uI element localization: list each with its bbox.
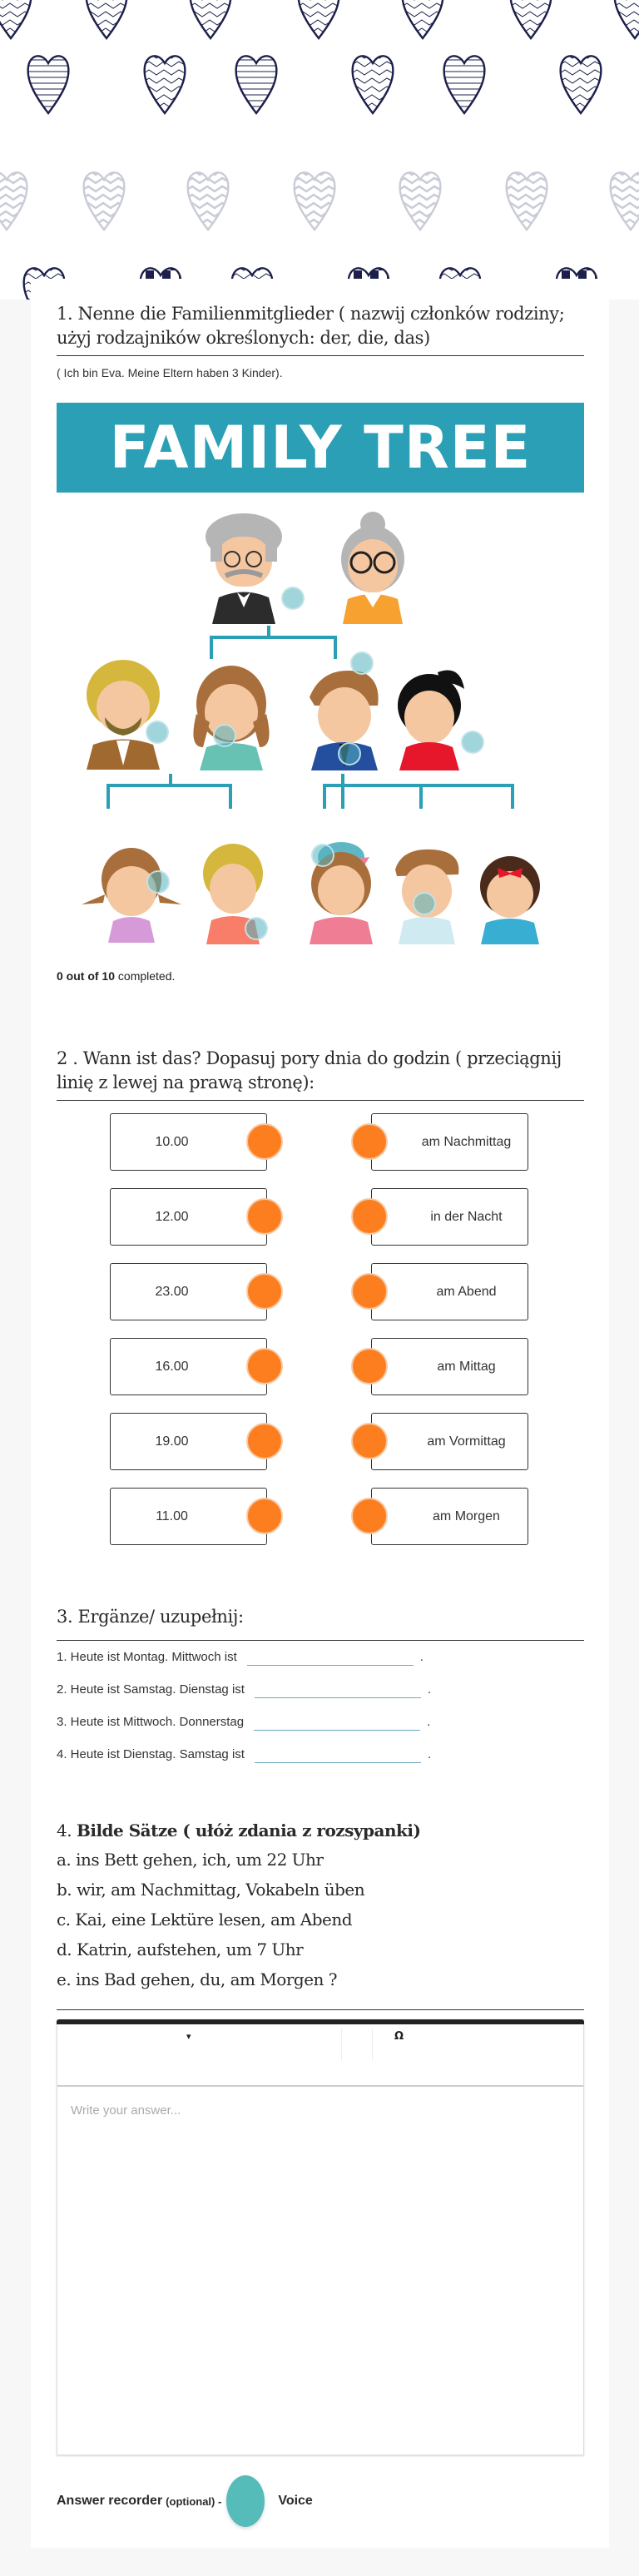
match-left-connector[interactable] [246, 1273, 283, 1310]
match-left-item[interactable] [110, 1188, 267, 1246]
answer-editor [57, 2019, 584, 2455]
match-right-label: in der Nacht [430, 1209, 503, 1224]
heart-decoration [291, 166, 338, 231]
sentence-prompt: b. wir, am Nachmittag, Vokabeln üben [57, 1880, 365, 1900]
match-left-label: 23.00 [155, 1284, 189, 1299]
heart-decoration [83, 0, 130, 40]
question-4-number: 4. [57, 1821, 77, 1840]
fill-in-row [57, 1680, 431, 1698]
worksheet-card [31, 279, 609, 2548]
recorder-optional: (optional) - [166, 2494, 222, 2508]
match-left-connector[interactable] [246, 1198, 283, 1235]
heart-decoration [81, 166, 127, 231]
match-right-item[interactable] [371, 1338, 528, 1395]
cousin-girl-figure [298, 832, 385, 944]
match-right-connector[interactable] [351, 1498, 388, 1534]
match-left-label: 10.00 [155, 1134, 189, 1149]
fill-in-input[interactable] [255, 1680, 421, 1698]
recorder-label: Answer recorder [57, 2494, 163, 2508]
fill-in-prompt: 2. Heute ist Samstag. Dienstag ist [57, 1682, 245, 1697]
question-2-title: 2 . Wann ist das? Dopasuj pory dnia do godzin ( przeciągnij linię z lewej na prawą stronę): [57, 1048, 562, 1092]
uncle-figure [82, 657, 165, 770]
match-left-item[interactable] [110, 1488, 267, 1545]
heart-decoration [0, 0, 34, 40]
match-left-item[interactable] [110, 1113, 267, 1171]
fill-in-row [57, 1647, 424, 1666]
hotspot-8[interactable] [245, 917, 268, 940]
match-right-label: am Abend [436, 1284, 497, 1299]
hotspot-4[interactable] [213, 724, 236, 747]
question-1-title: 1. Nenne die Familienmitglieder ( nazwij członków rodziny; użyj rodzajników określonych: der, die, das) [57, 304, 565, 348]
match-right-item[interactable] [371, 1113, 528, 1171]
divider [57, 355, 584, 356]
heart-decoration [399, 0, 446, 40]
divider [57, 1100, 584, 1101]
heart-decoration [349, 50, 396, 115]
heart-decoration [612, 0, 639, 40]
match-right-item[interactable] [371, 1413, 528, 1470]
fill-in-input[interactable] [247, 1647, 414, 1666]
heart-decoration [557, 50, 604, 115]
match-right-item[interactable] [371, 1263, 528, 1320]
heart-decoration [295, 0, 342, 40]
match-left-connector[interactable] [246, 1498, 283, 1534]
sentence-prompt: d. Katrin, aufstehen, um 7 Uhr [57, 1939, 304, 1959]
fill-in-period: . [427, 1682, 432, 1697]
heart-decoration [508, 0, 554, 40]
heart-decoration [187, 0, 234, 40]
editor-toolbar [57, 2024, 583, 2087]
answer-textarea[interactable]: Write your answer... [71, 2103, 181, 2118]
grandfather-figure [194, 508, 294, 624]
fill-in-row [57, 1712, 430, 1731]
sentence-prompt: c. Kai, eine Lektüre lesen, am Abend [57, 1910, 353, 1930]
question-1-subtitle: ( Ich bin Eva. Meine Eltern haben 3 Kinder). [57, 366, 283, 379]
fill-in-prompt: 3. Heute ist Mittwoch. Donnerstag [57, 1714, 245, 1729]
fill-in-prompt: 1. Heute ist Montag. Mittwoch ist [57, 1649, 237, 1664]
fill-in-period: . [427, 1714, 431, 1729]
match-left-label: 12.00 [155, 1209, 189, 1224]
fill-in-row [57, 1745, 431, 1763]
heart-decoration [397, 166, 443, 231]
hotspot-7[interactable] [146, 870, 170, 894]
match-right-connector[interactable] [351, 1423, 388, 1459]
match-left-item[interactable] [110, 1413, 267, 1470]
match-left-item[interactable] [110, 1263, 267, 1320]
heart-decoration [503, 166, 550, 231]
question-4-title [57, 1821, 420, 1840]
fill-in-period: . [419, 1649, 424, 1664]
sentence-prompt: a. ins Bett gehen, ich, um 22 Uhr [57, 1850, 324, 1870]
match-right-item[interactable] [371, 1188, 528, 1246]
hotspot-2[interactable] [350, 651, 374, 675]
answer-recorder [57, 2475, 313, 2527]
sentence-prompt: e. ins Bad gehen, du, am Morgen ? [57, 1969, 338, 1989]
banner-text: FAMILY TREE [109, 414, 532, 482]
hotspot-1[interactable] [281, 587, 305, 610]
grandmother-figure [331, 508, 414, 624]
match-left-label: 11.00 [156, 1508, 188, 1523]
hotspot-10[interactable] [413, 892, 436, 915]
divider [57, 2009, 584, 2010]
fill-in-prompt: 4. Heute ist Dienstag. Samstag ist [57, 1746, 245, 1761]
hotspot-9[interactable] [311, 844, 334, 867]
hotspot-3[interactable] [146, 721, 169, 744]
divider [57, 1640, 584, 1641]
heart-decoration [441, 50, 488, 115]
match-right-connector[interactable] [351, 1123, 388, 1160]
heart-decoration [233, 50, 280, 115]
hotspot-5[interactable] [338, 742, 361, 765]
heart-decoration [25, 50, 72, 115]
match-left-label: 16.00 [155, 1359, 189, 1374]
match-right-item[interactable] [371, 1488, 528, 1545]
family-tree-image [57, 399, 584, 965]
heart-decoration [607, 166, 639, 231]
match-left-connector[interactable] [246, 1348, 283, 1385]
match-right-label: am Vormittag [427, 1434, 506, 1449]
match-right-label: am Nachmittag [421, 1134, 512, 1149]
header-pattern-image [0, 0, 639, 300]
special-character-icon[interactable]: Ω [394, 2030, 404, 2043]
match-right-connector[interactable] [351, 1198, 388, 1235]
record-button[interactable] [226, 2475, 265, 2527]
family-tree-banner [57, 403, 584, 493]
match-left-connector[interactable] [246, 1123, 283, 1160]
question-3-title: 3. Ergänze/ uzupełnij: [57, 1607, 244, 1627]
match-left-label: 19.00 [155, 1434, 189, 1449]
fill-in-period: . [427, 1746, 432, 1761]
cousin-small-girl-figure [473, 853, 547, 944]
match-left-connector[interactable] [246, 1423, 283, 1459]
hotspot-6[interactable] [461, 731, 484, 754]
heart-decoration [141, 50, 188, 115]
fill-in-input[interactable] [254, 1712, 420, 1731]
progress-suffix: completed. [115, 969, 176, 983]
heart-decoration [185, 166, 231, 231]
match-left-item[interactable] [110, 1338, 267, 1395]
question-4-heading: Bilde Sätze ( ułóż zdania z rozsypanki) [76, 1821, 421, 1840]
match-right-connector[interactable] [351, 1348, 388, 1385]
match-right-label: am Mittag [437, 1359, 496, 1374]
progress-text [57, 969, 175, 983]
fill-in-input[interactable] [255, 1745, 421, 1763]
match-right-connector[interactable] [351, 1273, 388, 1310]
match-right-label: am Morgen [433, 1508, 500, 1523]
eva-figure [73, 845, 190, 944]
aunt-figure [389, 664, 473, 770]
progress-count: 0 out of 10 [57, 969, 116, 983]
mother-figure [181, 664, 281, 770]
voice-label: Voice [278, 2494, 313, 2508]
heart-decoration [0, 166, 30, 231]
format-dropdown-icon[interactable]: ▾ [186, 2031, 191, 2042]
